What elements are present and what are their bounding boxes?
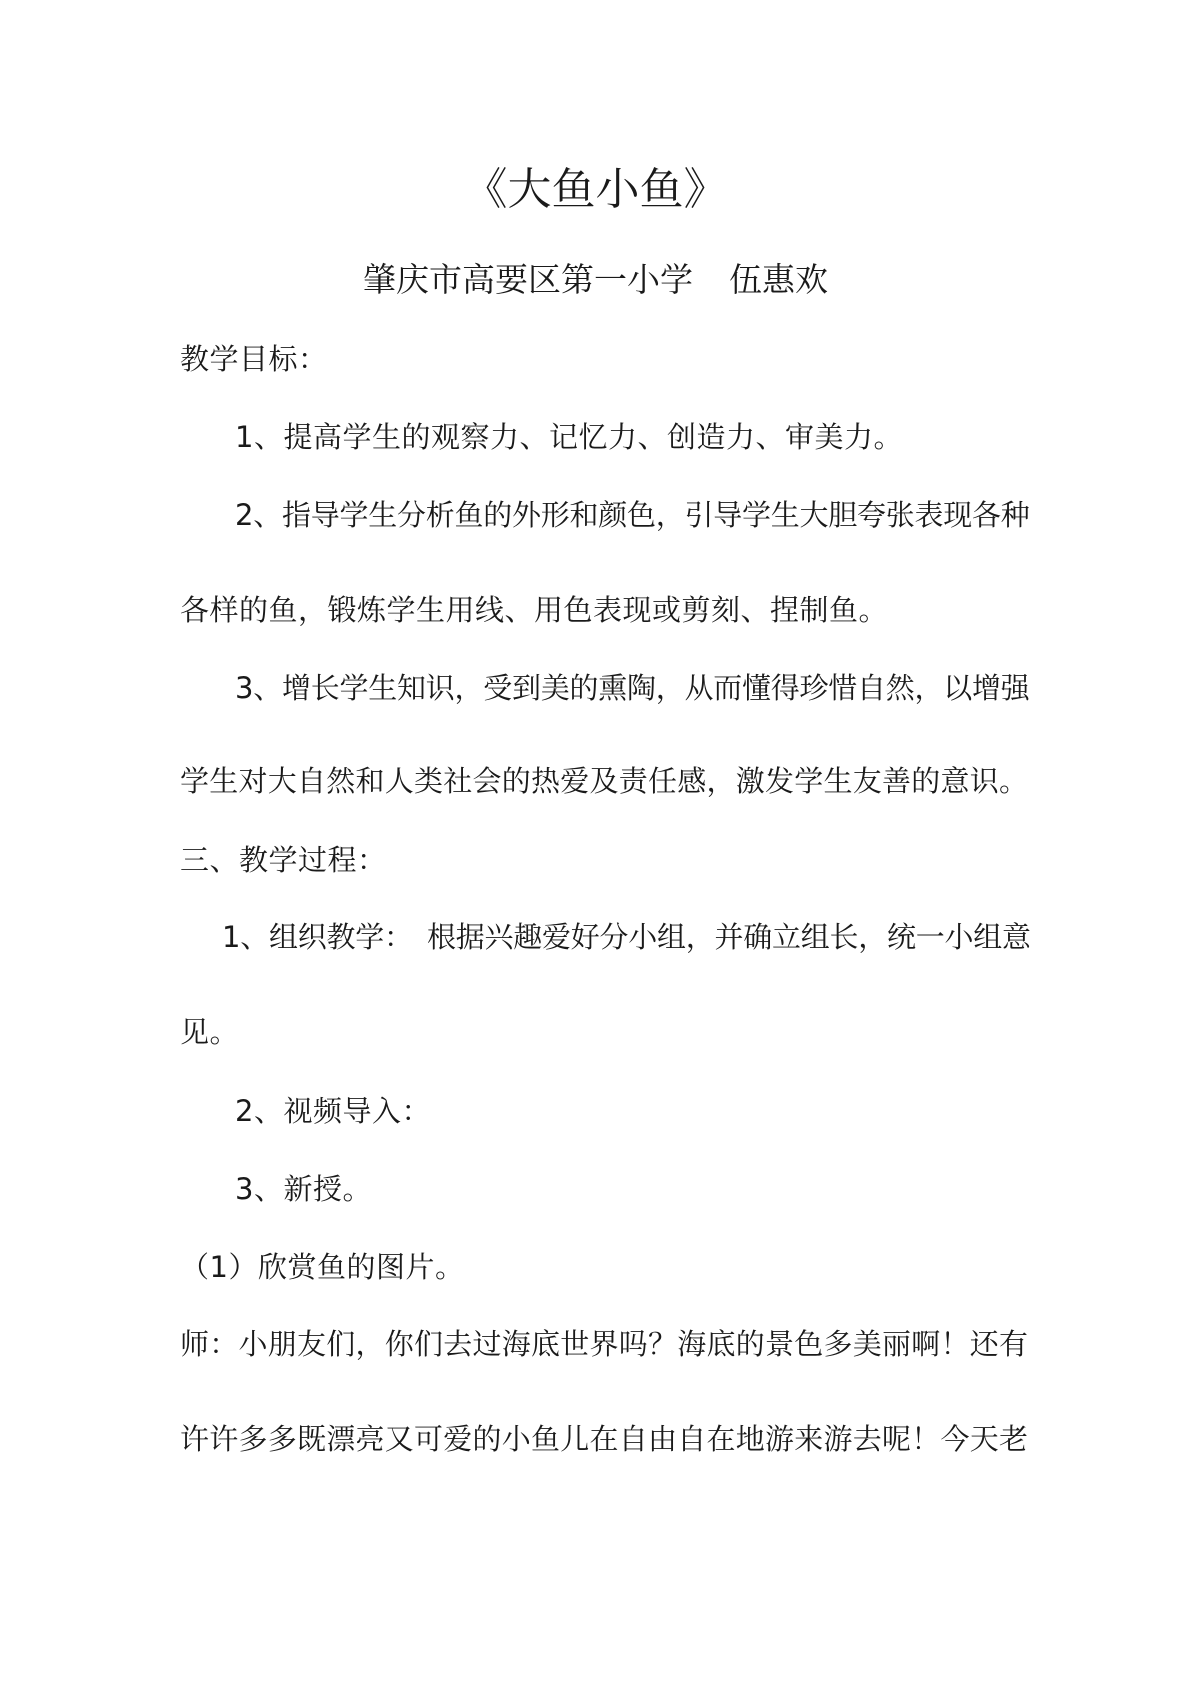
section-heading-process: 三、教学过程： <box>180 843 387 877</box>
paragraph-line: 见。 <box>180 1015 240 1049</box>
paragraph-line: 2、视频导入： <box>235 1094 431 1128</box>
paragraph-line: 各样的鱼，锻炼学生用线、用色表现或剪刻、捏制鱼。 <box>180 593 889 627</box>
paragraph-line: 学生对大自然和人类社会的热爱及责任感，激发学生友善的意识。 <box>180 764 1029 798</box>
paragraph-line: （1）欣赏鱼的图片。 <box>180 1250 465 1284</box>
paragraph-line: 1、组织教学： 根据兴趣爱好分小组，并确立组长，统一小组意 <box>222 920 1031 954</box>
paragraph-line: 2、指导学生分析鱼的外形和颜色，引导学生大胆夸张表现各种 <box>235 498 1030 532</box>
author-school: 肇庆市高要区第一小学 <box>363 260 693 299</box>
paragraph-line: 师：小朋友们，你们去过海底世界吗？海底的景色多美丽啊！还有 <box>180 1327 1029 1361</box>
section-heading-objectives: 教学目标： <box>180 342 328 376</box>
paragraph-line: 1、提高学生的观察力、记忆力、创造力、审美力。 <box>235 420 903 454</box>
document-author <box>0 260 1191 300</box>
paragraph-line: 许许多多既漂亮又可爱的小鱼儿在自由自在地游来游去呢！今天老 <box>180 1422 1029 1456</box>
author-name: 伍惠欢 <box>729 260 828 299</box>
document-title: 《大鱼小鱼》 <box>463 164 728 215</box>
paragraph-line: 3、新授。 <box>235 1172 372 1206</box>
paragraph-line: 3、增长学生知识，受到美的熏陶，从而懂得珍惜自然，以增强 <box>235 671 1030 705</box>
